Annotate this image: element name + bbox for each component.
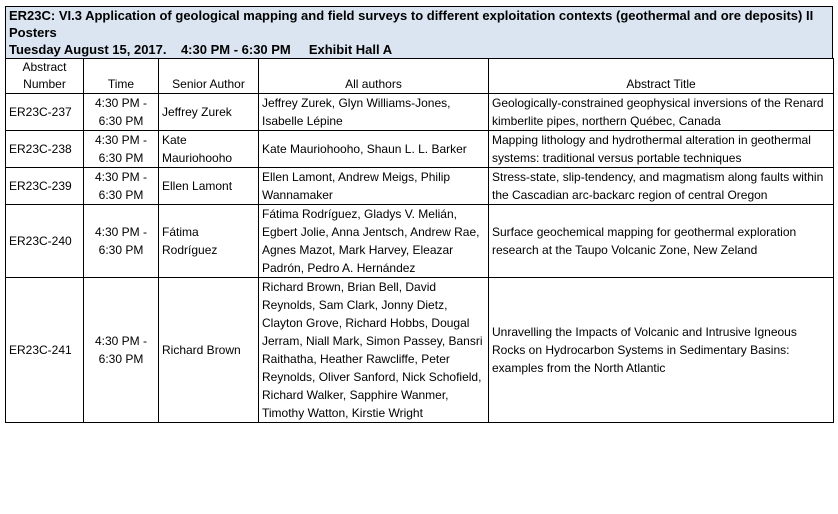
- senior-author-cell: Kate Mauriohooho: [159, 131, 259, 168]
- abstract-title-cell: Geologically-constrained geophysical inversions of the Renard kimberlite pipes, northern Québec, Canada: [489, 94, 834, 131]
- table-row: [6, 131, 834, 168]
- all-authors-cell: Kate Mauriohooho, Shaun L. L. Barker: [259, 131, 489, 168]
- table-row: [6, 168, 834, 205]
- senior-author-cell: Ellen Lamont: [159, 168, 259, 205]
- abstract-number-cell: ER23C-239: [6, 168, 84, 205]
- abstract-title-cell: Unravelling the Impacts of Volcanic and Intrusive Igneous Rocks on Hydrocarbon Systems in Sedimentary Basins: examples from the North Atlantic: [489, 278, 834, 423]
- time-cell: 4:30 PM - 6:30 PM: [84, 205, 159, 278]
- abstract-number-cell: ER23C-238: [6, 131, 84, 168]
- table-header-row: [6, 59, 834, 94]
- abstract-title-cell: Stress-state, slip-tendency, and magmatism along faults within the Cascadian arc-backarc region of central Oregon: [489, 168, 834, 205]
- senior-author-cell: Richard Brown: [159, 278, 259, 423]
- col-senior-author: Senior Author: [159, 59, 259, 94]
- senior-author-cell: Jeffrey Zurek: [159, 94, 259, 131]
- table-row: [6, 278, 834, 423]
- table-row: [6, 94, 834, 131]
- all-authors-cell: Fátima Rodríguez, Gladys V. Melián, Egbert Jolie, Anna Jentsch, Andrew Rae, Agnes Mazot, Mark Harvey, Eleazar Padrón, Pedro A. Hernández: [259, 205, 489, 278]
- col-abstract-title: Abstract Title: [489, 59, 834, 94]
- col-time: Time: [84, 59, 159, 94]
- senior-author-cell: Fátima Rodríguez: [159, 205, 259, 278]
- abstract-title-cell: Surface geochemical mapping for geothermal exploration research at the Taupo Volcanic Zone, New Zeland: [489, 205, 834, 278]
- all-authors-cell: Richard Brown, Brian Bell, David Reynolds, Sam Clark, Jonny Dietz, Clayton Grove, Richard Hobbs, Dougal Jerram, Niall Mark, Simon Passey, Bansri Raithatha, Heather Rawcliffe, Peter Reynolds, Oliver Sanford, Nick Schofield, Richard Walker, Sapphire Wanmer, Timothy Watton, Kirstie Wright: [259, 278, 489, 423]
- abstract-number-cell: ER23C-240: [6, 205, 84, 278]
- time-cell: 4:30 PM - 6:30 PM: [84, 168, 159, 205]
- all-authors-cell: Ellen Lamont, Andrew Meigs, Philip Wannamaker: [259, 168, 489, 205]
- time-cell: 4:30 PM - 6:30 PM: [84, 94, 159, 131]
- abstract-number-cell: ER23C-241: [6, 278, 84, 423]
- abstract-number-cell: ER23C-237: [6, 94, 84, 131]
- abstracts-table: [5, 58, 834, 423]
- session-header: [5, 6, 833, 58]
- col-abstract-number: Abstract Number: [6, 59, 84, 94]
- time-cell: 4:30 PM - 6:30 PM: [84, 131, 159, 168]
- poster-session-sheet: [5, 6, 833, 423]
- col-all-authors: All authors: [259, 59, 489, 94]
- session-datetime-location: Tuesday August 15, 2017. 4:30 PM - 6:30 PM Exhibit Hall A: [9, 42, 393, 57]
- session-title: ER23C: VI.3 Application of geological mapping and field surveys to different exploitation contexts (geothermal and ore deposits) II Posters: [9, 8, 814, 40]
- table-row: [6, 205, 834, 278]
- all-authors-cell: Jeffrey Zurek, Glyn Williams-Jones, Isabelle Lépine: [259, 94, 489, 131]
- time-cell: 4:30 PM - 6:30 PM: [84, 278, 159, 423]
- abstract-title-cell: Mapping lithology and hydrothermal alteration in geothermal systems: traditional versus portable techniques: [489, 131, 834, 168]
